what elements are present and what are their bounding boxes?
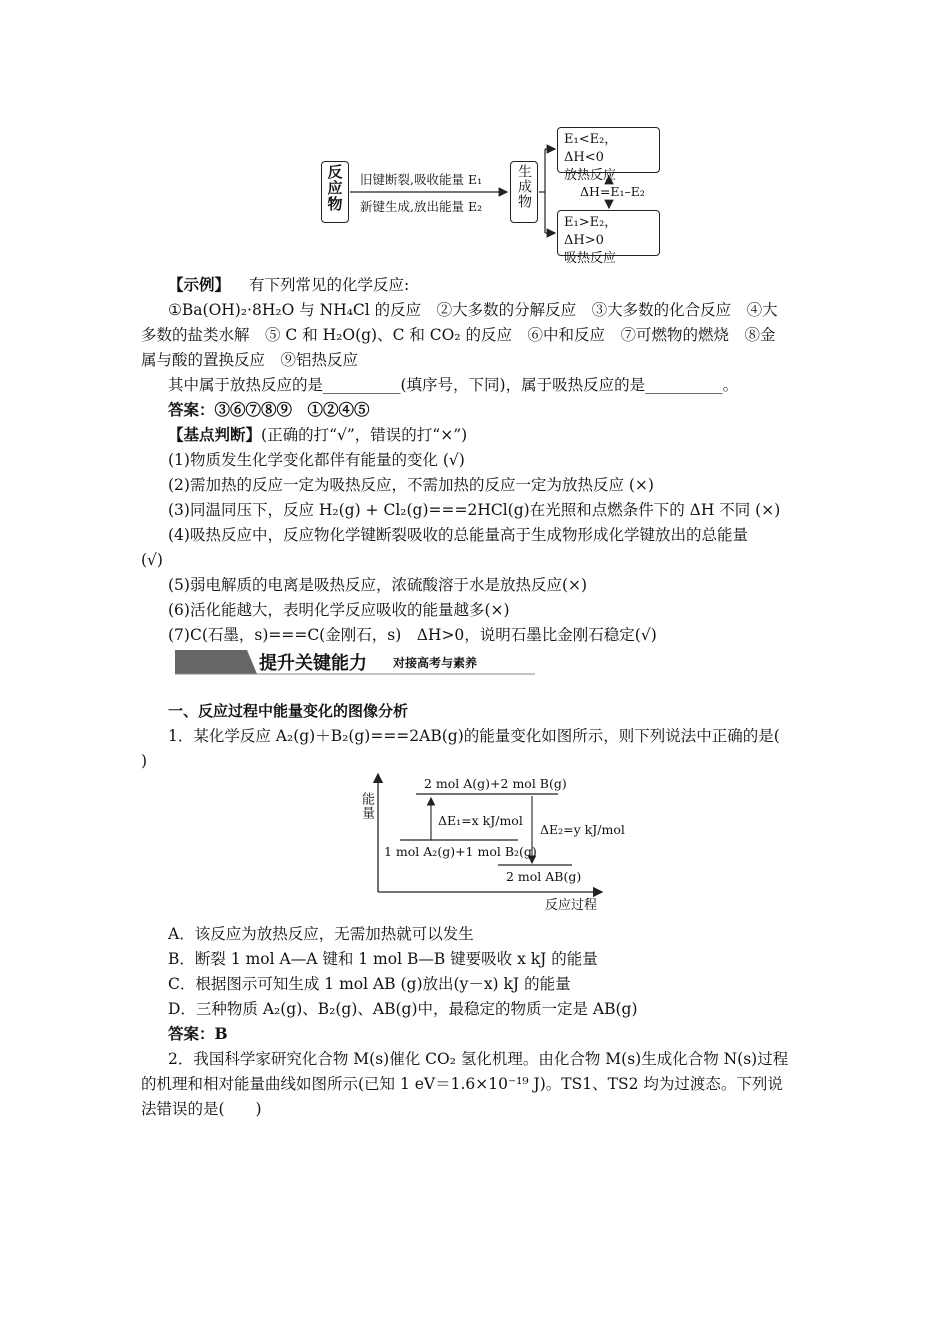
judgement-item-3: (3)同温同压下，反应 H₂(g) + Cl₂(g)===2HCl(g)在光照和点燃条件下的 ΔH 不同 (×) <box>168 501 781 519</box>
section-heading: 一、反应过程中能量变化的图像分析 <box>168 702 409 720</box>
delta-e1-label: ΔE₁=x kJ/mol <box>438 813 523 828</box>
exothermic-label: 放热反应 <box>564 168 617 183</box>
judgement-item-7: (7)C(石墨，s)===C(金刚石，s) ΔH>0，说明石墨比金刚石稳定(√) <box>168 626 657 644</box>
question-1-line-2: ) <box>141 752 148 770</box>
low-level-label: 2 mol AB(g) <box>506 869 582 884</box>
question-2-line-2: 的机理和相对能量曲线如图所示(已知 1 eV＝1.6×10⁻¹⁹ J)。TS1、TS2 均为过渡态。下列说 <box>141 1075 783 1093</box>
product-label: 生成物 <box>516 164 532 209</box>
question-2-line-1: 2．我国科学家研究化合物 M(s)催化 CO₂ 氢化机理。由化合物 M(s)生成化合物 N(s)过程 <box>168 1050 789 1068</box>
option-d: D．三种物质 A₂(g)、B₂(g)、AB(g)中，最稳定的物质一定是 AB(g) <box>168 1000 638 1018</box>
x-axis-label: 反应过程 <box>545 898 598 913</box>
judgement-item-4-end: (√) <box>141 551 163 569</box>
judgement-title: 【基点判断】 <box>168 425 262 444</box>
judgement-item-2: (2)需加热的反应一定为吸热反应，不需加热的反应一定为放热反应 (×) <box>168 476 654 494</box>
example-answer: 答案：③⑥⑦⑧⑨ ①②④⑤ <box>168 400 370 419</box>
example-title: 【示例】 <box>168 275 231 294</box>
arrow-bottom-label: 新键生成,放出能量 E₂ <box>360 199 483 214</box>
option-b: B．断裂 1 mol A—A 键和 1 mol B—B 键要吸收 x kJ 的能量 <box>168 950 598 968</box>
example-line-2: 多数的盐类水解 ⑤ C 和 H₂O(g)、C 和 CO₂ 的反应 ⑥中和反应 ⑦可燃物的燃烧 ⑧金 <box>141 326 776 344</box>
option-c: C．根据图示可知生成 1 mol AB (g)放出(y－x) kJ 的能量 <box>168 975 571 993</box>
delta-h-label: ΔH=E₁–E₂ <box>580 184 645 199</box>
judgement-heading <box>168 424 467 446</box>
reactant-label: 反应物 <box>325 164 344 212</box>
question-1-answer: 答案：B <box>168 1024 228 1043</box>
energy-graph-lines <box>0 770 950 915</box>
example-heading <box>168 274 409 296</box>
arrow-top-label: 旧键断裂,吸收能量 E₁ <box>360 172 483 187</box>
exothermic-condition: E₁<E₂，ΔH<0 <box>564 132 618 165</box>
example-line-3: 属与酸的置换反应 ⑨铝热反应 <box>141 351 359 369</box>
delta-e2-label: ΔE₂=y kJ/mol <box>540 822 625 837</box>
endothermic-label: 吸热反应 <box>564 251 617 266</box>
banner-title: 提升关键能力 <box>259 653 367 674</box>
option-a: A．该反应为放热反应，无需加热就可以发生 <box>168 925 474 943</box>
example-line-1: ①Ba(OH)₂·8H₂O 与 NH₄Cl 的反应 ②大多数的分解反应 ③大多数的化合反应 ④大 <box>168 301 778 319</box>
mid-level-label: 1 mol A₂(g)+1 mol B₂(g) <box>384 844 537 859</box>
diagram-arrows <box>0 0 950 270</box>
top-level-label: 2 mol A(g)+2 mol B(g) <box>424 776 567 791</box>
section-banner <box>175 648 535 676</box>
judgement-item-6: (6)活化能越大，表明化学反应吸收的能量越多(×) <box>168 601 510 619</box>
judgement-item-4: (4)吸热反应中，反应物化学键断裂吸收的总能量高于生成物形成化学键放出的总能量 <box>168 526 748 544</box>
banner-subtitle: 对接高考与素养 <box>393 656 478 670</box>
judgement-note: (正确的打“√”，错误的打“×”) <box>261 426 468 444</box>
question-1-line-1: 1．某化学反应 A₂(g)＋B₂(g)===2AB(g)的能量变化如图所示，则下列说法中正确的是( <box>168 727 780 745</box>
example-question: 其中属于放热反应的是__________(填序号，下同)，属于吸热反应的是__________。 <box>168 376 739 394</box>
endothermic-condition: E₁>E₂，ΔH>0 <box>564 215 618 248</box>
judgement-item-5: (5)弱电解质的电离是吸热反应，浓硫酸溶于水是放热反应(×) <box>168 576 588 594</box>
y-axis-label: 能量 <box>359 792 374 820</box>
judgement-item-1: (1)物质发生化学变化都伴有能量的变化 (√) <box>168 451 465 469</box>
question-2-line-3: 法错误的是( ) <box>141 1100 262 1118</box>
example-intro: 有下列常见的化学反应: <box>248 276 410 294</box>
